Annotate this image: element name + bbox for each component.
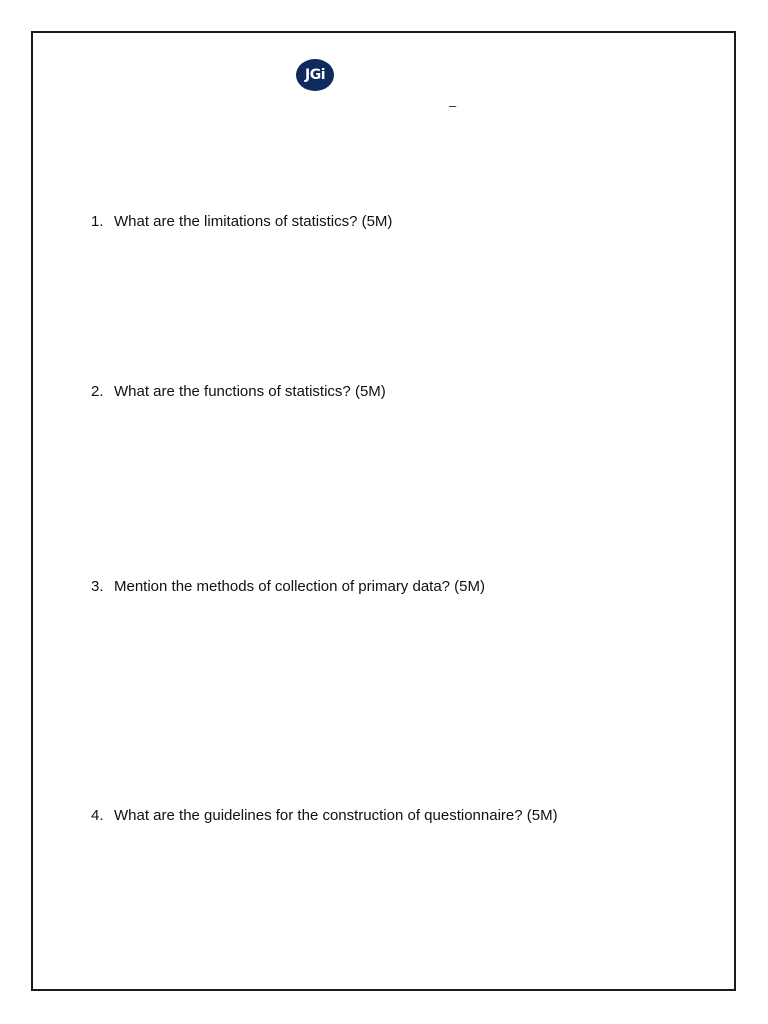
question-text: What are the limitations of statistics? (5M)	[114, 213, 393, 230]
question-number: 2.	[91, 383, 104, 400]
question-item	[91, 806, 558, 826]
question-item	[91, 577, 485, 597]
question-text: What are the functions of statistics? (5M)	[114, 383, 386, 400]
jgi-logo	[296, 59, 334, 91]
question-item	[91, 212, 392, 232]
question-number: 4.	[91, 807, 104, 824]
question-text: What are the guidelines for the construction of questionnaire? (5M)	[114, 807, 558, 824]
page-border	[31, 31, 736, 991]
question-item	[91, 382, 386, 402]
question-text: Mention the methods of collection of primary data? (5M)	[114, 578, 486, 595]
question-number: 1.	[91, 213, 104, 230]
header-dash: –	[449, 98, 457, 113]
logo-text: JGi	[305, 67, 325, 83]
question-number: 3.	[91, 578, 104, 595]
